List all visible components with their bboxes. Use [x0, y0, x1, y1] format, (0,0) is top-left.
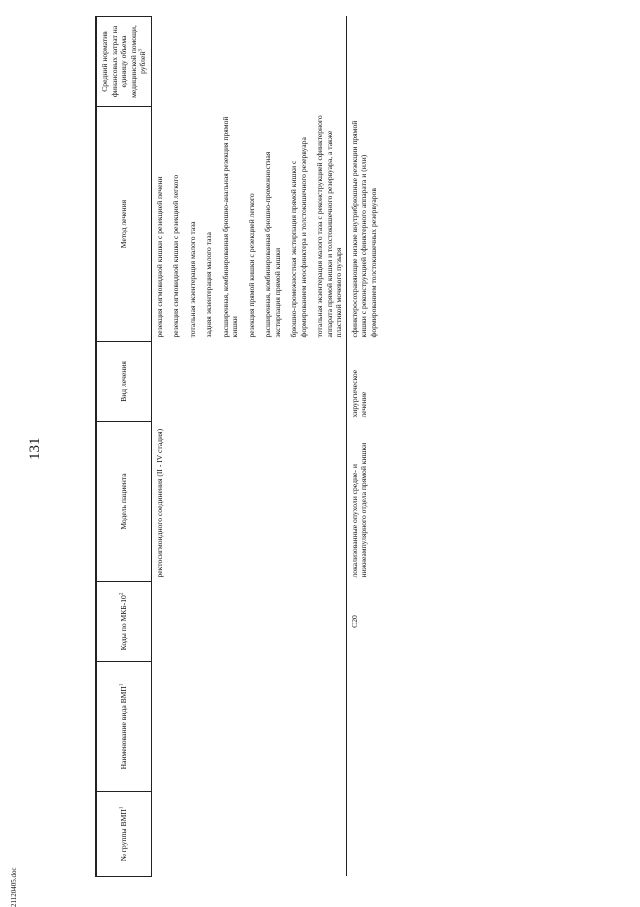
cell-icd-codes	[152, 582, 347, 662]
page-number: 131	[27, 437, 43, 460]
cell-cost-standard	[152, 17, 347, 107]
header-vmp-name: Наименование вида ВМП$^1$	[96, 662, 152, 792]
cell-treatment-type	[152, 342, 347, 422]
header-icd-codes: Коды по МКБ-$10^2$	[96, 582, 152, 662]
method-item: тотальная экзентерация малого таза	[187, 221, 197, 338]
cell-treatment-methods	[346, 107, 380, 342]
vmp-table	[95, 16, 380, 877]
header-treatment-method: Метод лечения	[96, 107, 152, 342]
method-item: тотальная экзентерация малого таза с реконструкцией сфинктерного аппарата прямой кишки и толстокишечного резервуара, а также пластикой мочевого пузыря	[315, 115, 344, 338]
method-item: резекция сигмовидной кишки с резекцией печени	[155, 176, 164, 338]
method-item: расширенная, комбинированная брюшно-анальная резекция прямой кишки	[220, 116, 240, 338]
method-item: расширенная, комбинированная брюшно-промежностная экстирпация прямой кишки	[263, 151, 282, 338]
cell-cost-standard	[346, 17, 380, 107]
table-row	[346, 17, 380, 877]
method-item: брюшно-промежностная экстирпация прямой кишки с формированием неосфинктера и толстокишечного резервуара	[289, 137, 308, 338]
cell-vmp-name	[152, 662, 347, 792]
header-cost-standard: Средний норматив финансовых затрат на единицу объема медицинской помощи, рублей$^3$	[96, 17, 152, 107]
cell-patient-model: локализованные опухоли средне- и нижнеампулярного отдела прямой кишки	[349, 442, 369, 578]
cell-icd-codes: C20	[349, 615, 359, 628]
cell-vmp-name	[346, 662, 380, 792]
cell-treatment-type: хирургическое лечение	[349, 369, 369, 418]
method-item: задняя экзентерация малого таза	[204, 232, 214, 338]
cell-group-number	[152, 792, 347, 877]
cell-treatment-methods	[152, 107, 347, 342]
method-item: сфинктеросохраняющие низкие внутрибрюшные резекции прямой кишки с реконструкцией сфинктерного аппарата и (или) формированием толстокишечных резервуаров	[349, 120, 378, 338]
table-row	[152, 17, 347, 877]
header-patient-model: Модель пациента	[96, 422, 152, 582]
method-item: резекция сигмовидной кишки с резекцией легкого	[171, 174, 181, 338]
cell-group-number	[346, 792, 380, 877]
header-treatment-type: Вид лечения	[96, 342, 152, 422]
document-code: 21120405.doc	[10, 867, 18, 907]
table-header-row	[96, 17, 152, 877]
cell-patient-model: ректосигмоидного соединения (II - IV стадия)	[152, 422, 347, 582]
header-group-number: № группы ВМП$^1$	[96, 792, 152, 877]
method-item: резекция прямой кишки с резекцией легкого	[246, 193, 256, 338]
